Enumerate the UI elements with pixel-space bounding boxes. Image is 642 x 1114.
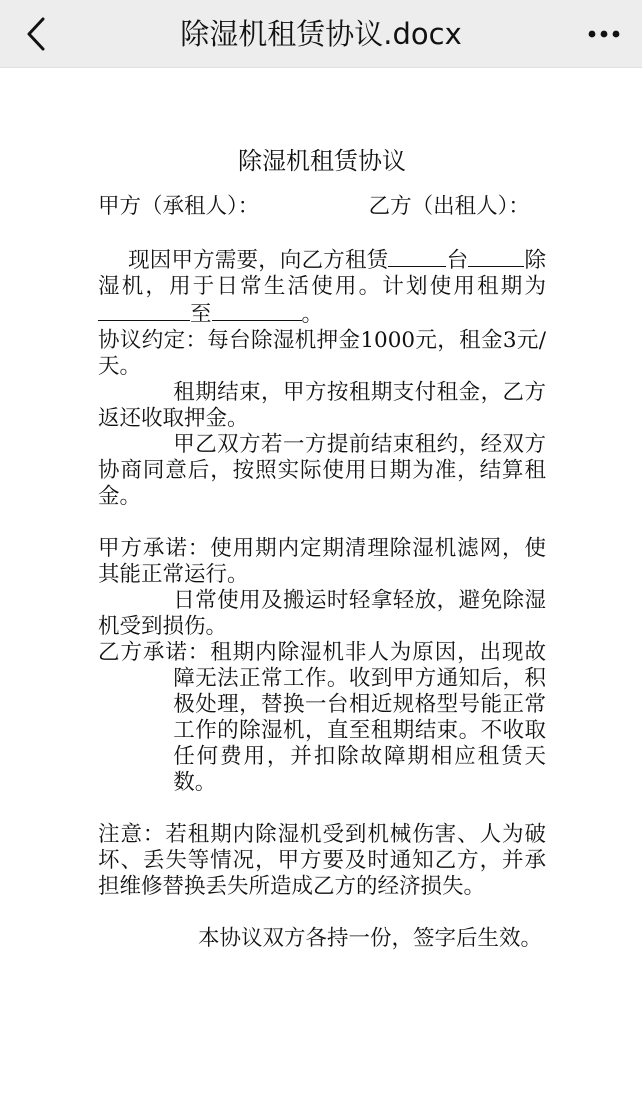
top-bar [0,0,642,68]
rental-text-d: 至 [190,302,212,327]
agreement-terms-2: 租期结束，甲方按租期支付租金，乙方返还收取押金。 [98,380,546,431]
rental-text-b: 台 [446,248,469,273]
agreement-terms-3: 甲乙双方若一方提前结束租约，经双方协商同意后，按照实际使用日期为准，结算租金。 [98,432,546,509]
spacer [98,796,546,822]
rental-text-c: 除湿机，用于日常生活使用。计划使用租期为 [98,248,546,299]
spacer [98,900,546,926]
document-title: 除湿机租赁协议.docx [180,17,462,51]
agreement-terms: 协议约定：每台除湿机押金1000元，租金3元/天。 [98,328,546,379]
end-date-blank [212,300,302,321]
agreement-title: 除湿机租赁协议 [238,147,406,175]
back-button[interactable] [14,12,58,56]
parties-line [98,194,546,220]
spacer [98,510,546,536]
rental-paragraph [98,246,546,328]
model-blank [468,246,524,267]
more-dots-icon [587,29,621,39]
parties-text: 甲方（承租人）： 乙方（出租人）： [98,194,530,219]
closing-statement: 本协议双方各持一份，签字后生效。 [197,926,542,951]
start-date-blank [98,300,190,321]
notice-paragraph: 注意：若租期内除湿机受到机械伤害、人为破坏、丢失等情况，甲方要及时通知乙方，并承担维修替换丢失所造成乙方的经济损失。 [98,822,546,899]
party-a-promise: 甲方承诺：使用期内定期清理除湿机滤网，使其能正常运行。 [98,536,546,587]
document-body [98,68,546,952]
party-a-promise-2: 日常使用及搬运时轻拿轻放，避免除湿机受到损伤。 [98,588,546,639]
rental-text-a: 现因甲方需要，向乙方租赁 [128,248,389,273]
more-button[interactable] [580,12,628,56]
rental-text-e: 。 [301,302,324,327]
chevron-left-icon [25,16,47,52]
quantity-blank [388,246,446,267]
spacer [98,220,546,246]
party-b-promise: 乙方承诺：租期内除湿机非人为原因，出现故障无法正常工作。收到甲方通知后，积极处理，替换一台相近规格型号能正常工作的除湿机，直至租期结束。不收取任何费用，并扣除故障期相应租赁天数。 [98,640,546,795]
